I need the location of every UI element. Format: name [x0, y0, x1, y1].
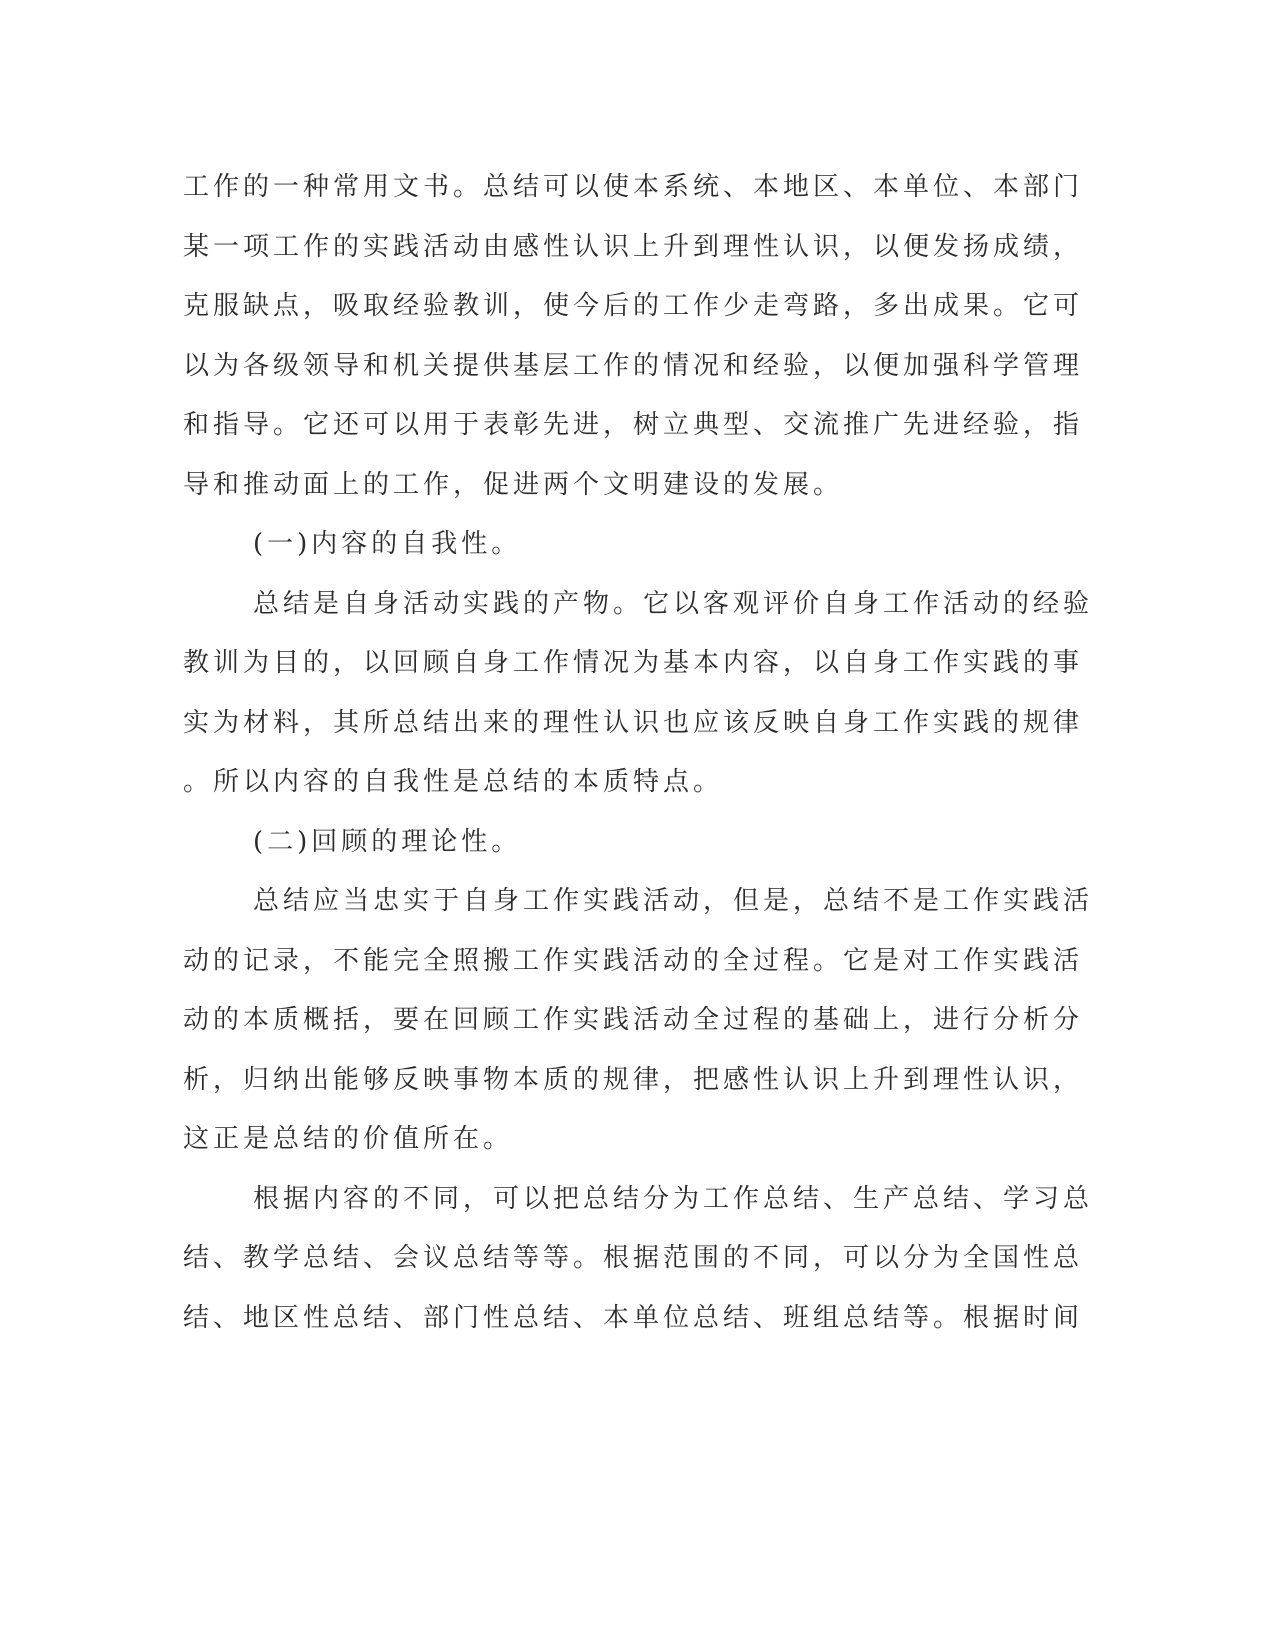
- text-line: 工作的一种常用文书。总结可以使本系统、本地区、本单位、本部门: [183, 172, 1084, 202]
- text-line: 以为各级领导和机关提供基层工作的情况和经验，以便加强科学管理: [183, 350, 1084, 381]
- text-line: 某一项工作的实践活动由感性认识上升到理性认识，以便发扬成绩，: [183, 231, 1084, 262]
- document-body: [183, 158, 1094, 1348]
- text-line: 析，归纳出能够反映事物本质的规律，把感性认识上升到理性认识，: [183, 1064, 1084, 1095]
- text-line: 这正是总结的价值所在。: [183, 1124, 514, 1154]
- text-line: 克服缺点，吸取经验教训，使今后的工作少走弯路，多出成果。它可: [183, 291, 1084, 321]
- text-line: 动的本质概括，要在回顾工作实践活动全过程的基础上，进行分析分: [183, 1005, 1084, 1035]
- section-heading: (二)回顾的理论性。: [253, 826, 522, 857]
- text-line: 根据内容的不同，可以把总结分为工作总结、生产总结、学习总: [253, 1183, 1094, 1214]
- text-line: 总结应当忠实于自身工作实践活动，但是，总结不是工作实践活: [253, 886, 1094, 916]
- text-line: 和指导。它还可以用于表彰先进，树立典型、交流推广先进经验，指: [183, 410, 1084, 440]
- section-heading: (一)内容的自我性。: [253, 529, 522, 559]
- text-line: 教训为目的，以回顾自身工作情况为基本内容，以自身工作实践的事: [183, 648, 1084, 678]
- text-line: 动的记录，不能完全照搬工作实践活动的全过程。它是对工作实践活: [183, 945, 1084, 976]
- text-line: 导和推动面上的工作，促进两个文明建设的发展。: [183, 469, 844, 500]
- text-line: 结、教学总结、会议总结等等。根据范围的不同，可以分为全国性总: [183, 1243, 1084, 1273]
- text-line: 结、地区性总结、部门性总结、本单位总结、班组总结等。根据时间: [183, 1302, 1084, 1333]
- text-line: 实为材料，其所总结出来的理性认识也应该反映自身工作实践的规律: [183, 707, 1084, 738]
- text-line: 总结是自身活动实践的产物。它以客观评价自身工作活动的经验: [253, 588, 1094, 619]
- text-line: 。所以内容的自我性是总结的本质特点。: [183, 767, 724, 797]
